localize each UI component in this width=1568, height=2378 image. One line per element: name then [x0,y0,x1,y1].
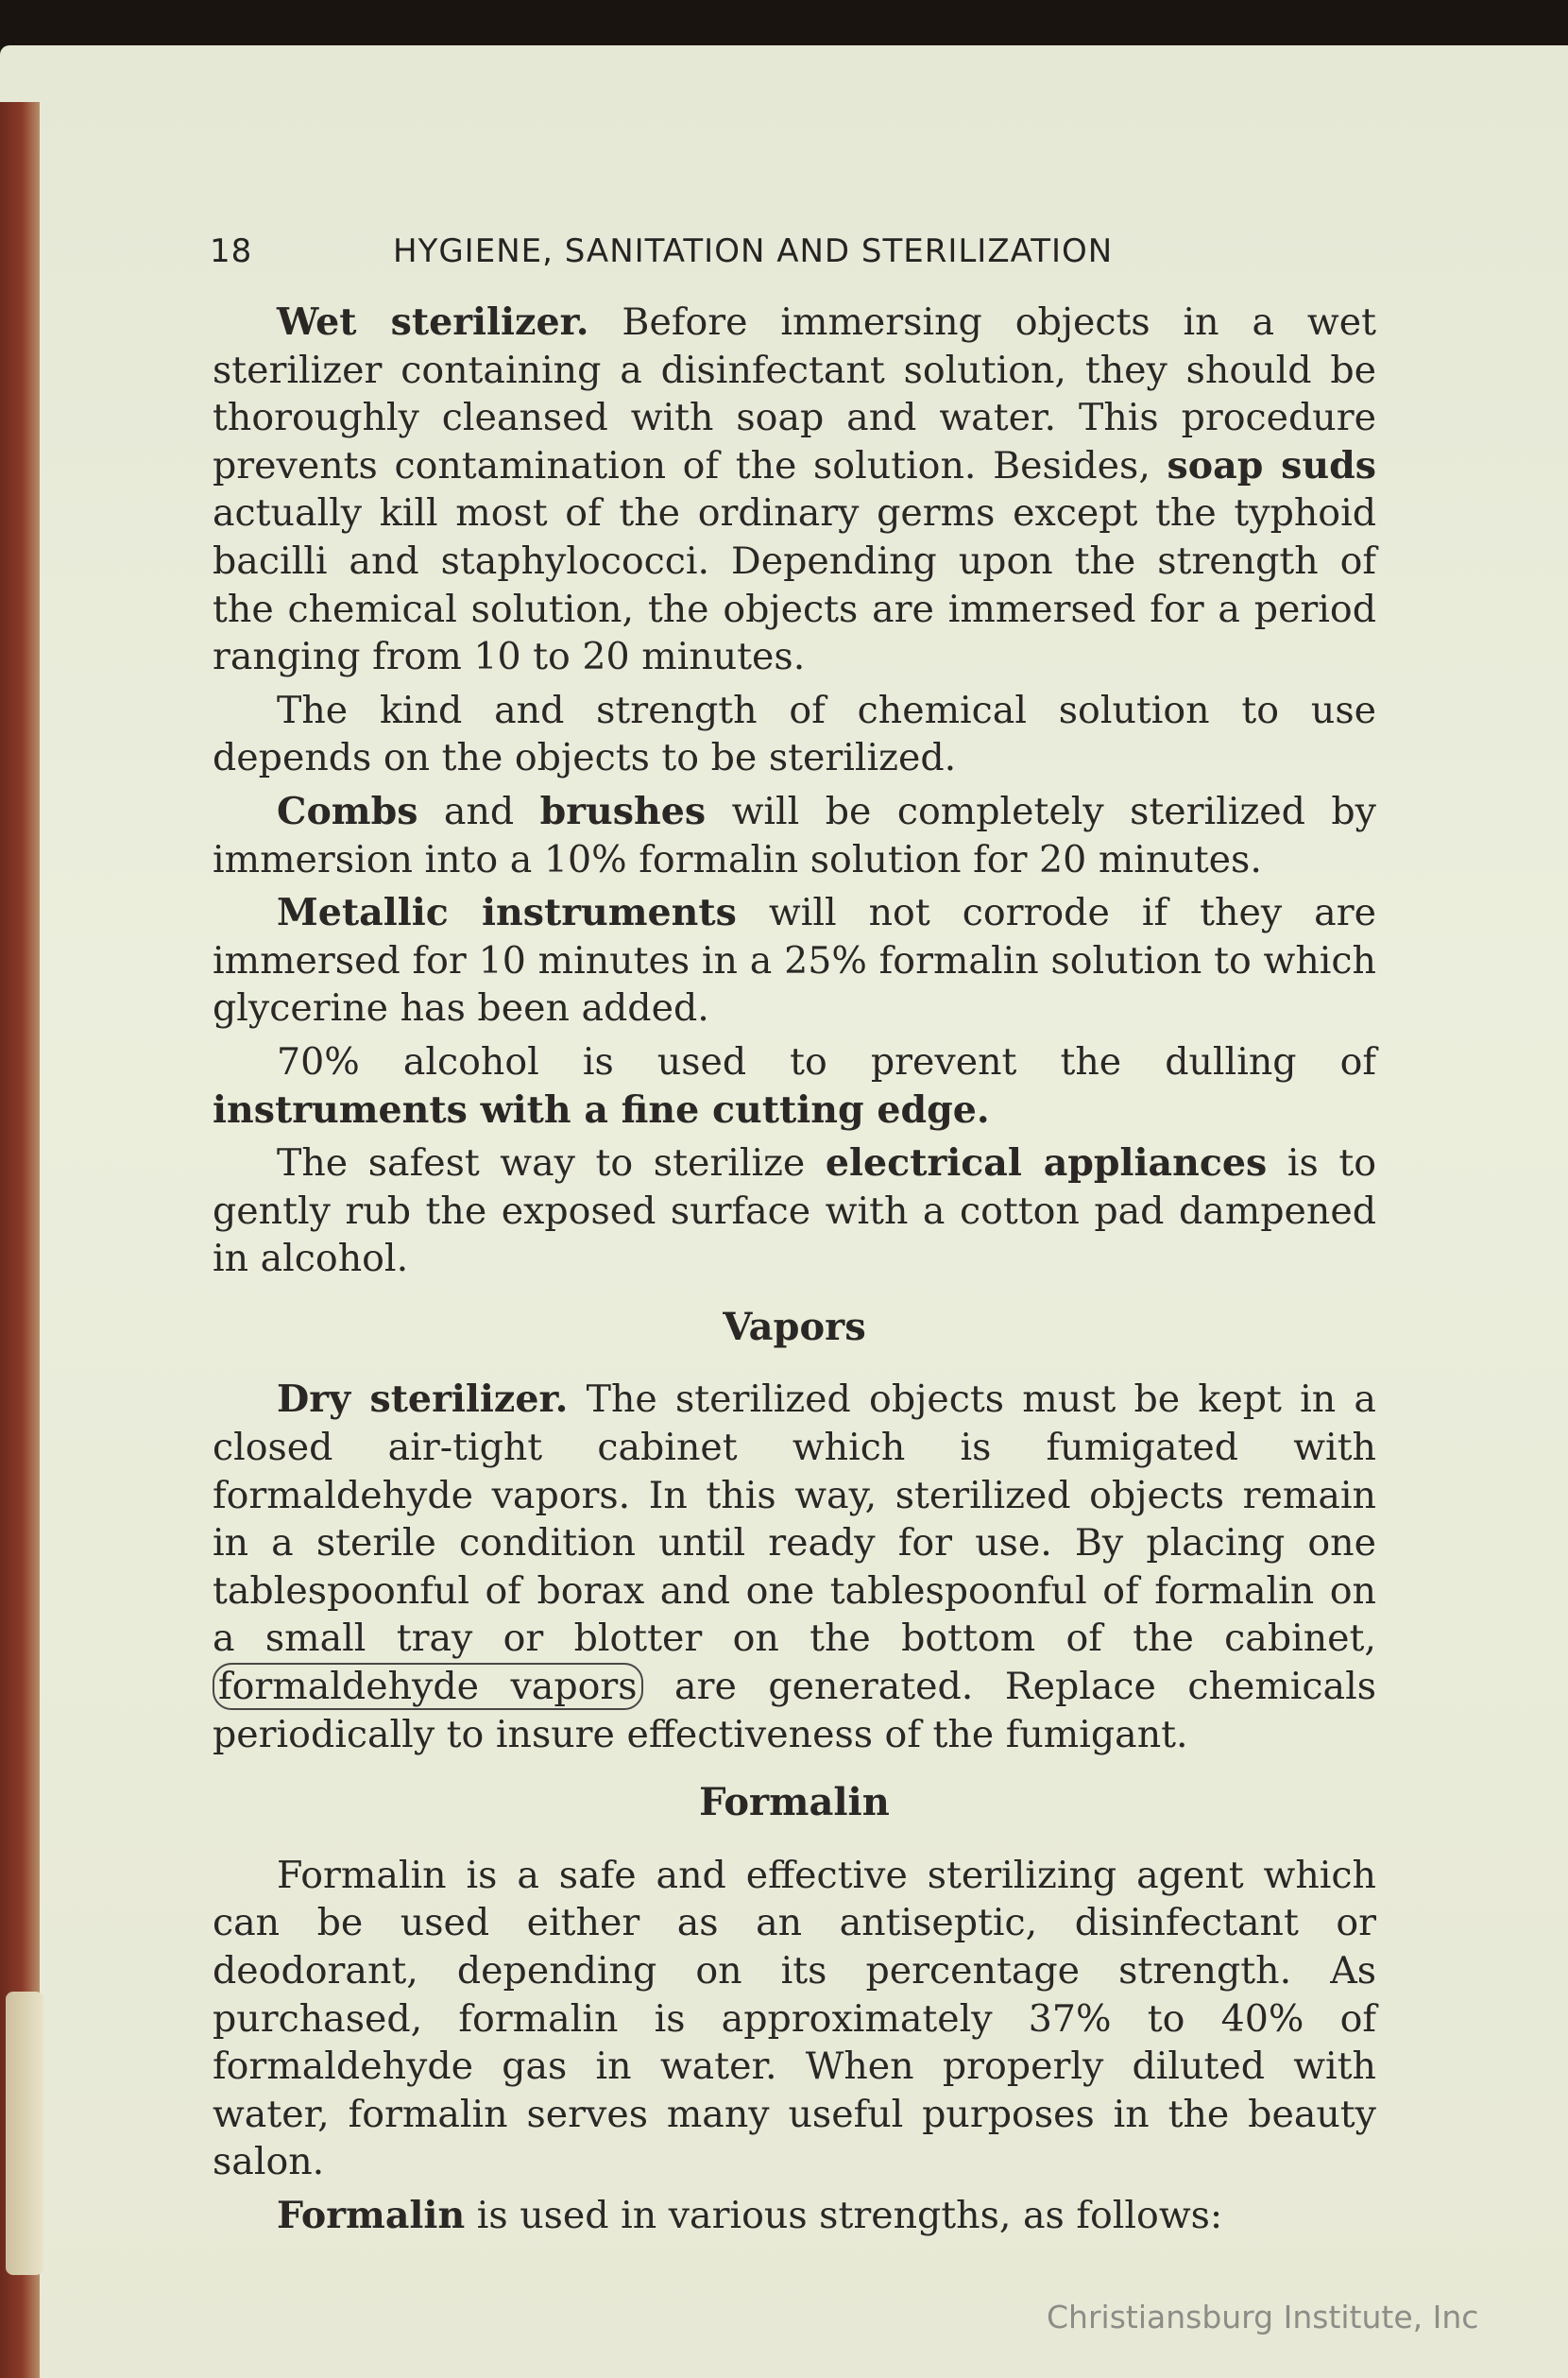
term-electrical-appliances: electrical appliances [825,1141,1268,1186]
paragraph-wet-sterilizer [213,299,1376,681]
combs-and: and [418,789,540,833]
term-fine-cutting-edge: instruments with a fine cutting edge. [213,1087,990,1132]
book-page [0,45,1568,2378]
paragraph-kind: The kind and strength of chemical solution to use depends on the objects to be sterilized. [213,688,1376,780]
page-number: 18 [210,232,253,270]
paragraph-formalin-1: Formalin is a safe and effective sterilizing agent which can be used either as an antiseptic, disinfectant or deodorant, depending on its percentage strength. As purchased, formalin is approximately 37% to 40% of formaldehyde gas in water. When properly diluted with water, formalin serves many useful purposes in the beauty salon. [213,1853,1376,2184]
term-brushes: brushes [539,789,707,833]
paragraph-alcohol [213,1038,1376,1134]
dry-text-2: are generated. Replace chemicals periodically to insure effectiveness of the fumigant. [213,1665,1377,1756]
body-text [213,299,1376,2246]
paragraph-formalin-2 [213,2192,1376,2240]
term-soap-suds: soap suds [1167,443,1376,488]
term-metallic-instruments: Metallic instruments [277,891,737,935]
running-header [210,232,1438,280]
paragraph-electrical [213,1139,1376,1283]
combs-text: will be completely sterilized by immersion into a 10% formalin solution for 20 minutes. [213,789,1376,881]
watermark: Christiansburg Institute, Inc [1047,2299,1479,2335]
circled-formaldehyde-vapors: formaldehyde vapors [213,1663,643,1710]
book-spine [0,102,40,2378]
wet-text-2: actually kill most of the ordinary germs except the typhoid bacilli and staphylococci. Depending upon the strength of the chemical solution, the objects are immersed for a period ranging from 10 to 20 minutes. [213,491,1376,679]
term-formalin: Formalin [277,2193,466,2237]
heading-formalin: Formalin [699,1780,890,1825]
term-wet-sterilizer: Wet sterilizer. [277,300,589,344]
electrical-text-1: The safest way to sterilize [277,1141,826,1186]
term-dry-sterilizer: Dry sterilizer. [277,1377,569,1422]
metallic-text: will not corrode if they are immersed for 10 minutes in a 25% formalin solution to which glycerine has been added. [213,891,1376,1031]
electrical-text-2: is to gently rub the exposed surface with a cotton pad dampened in alcohol. [213,1141,1376,1281]
dry-text-1: The sterilized objects must be kept in a closed air-tight cabinet which is fumigated with formaldehyde vapors. In this way, sterilized objects remain in a sterile condition until ready for use. By placing one tablespoonful of borax and one tablespoonful of formalin on a small tray or blotter on the bottom of the cabinet, [213,1377,1376,1661]
formalin2-text: is used in various strengths, as follows: [465,2193,1223,2237]
heading-vapors: Vapors [723,1304,866,1349]
alcohol-text: 70% alcohol is used to prevent the dulling of [277,1039,1376,1084]
paragraph-metallic [213,889,1376,1033]
paragraph-dry-sterilizer [213,1376,1376,1758]
spine-tear [6,1992,43,2275]
wet-text-1: Before immersing objects in a wet sterilizer containing a disinfectant solution, they should be thoroughly cleansed with soap and water. This procedure prevents contamination of the solution. Besides, [213,300,1376,488]
running-title: HYGIENE, SANITATION AND STERILIZATION [393,232,1114,270]
term-combs: Combs [277,789,418,833]
paragraph-combs [213,788,1376,883]
